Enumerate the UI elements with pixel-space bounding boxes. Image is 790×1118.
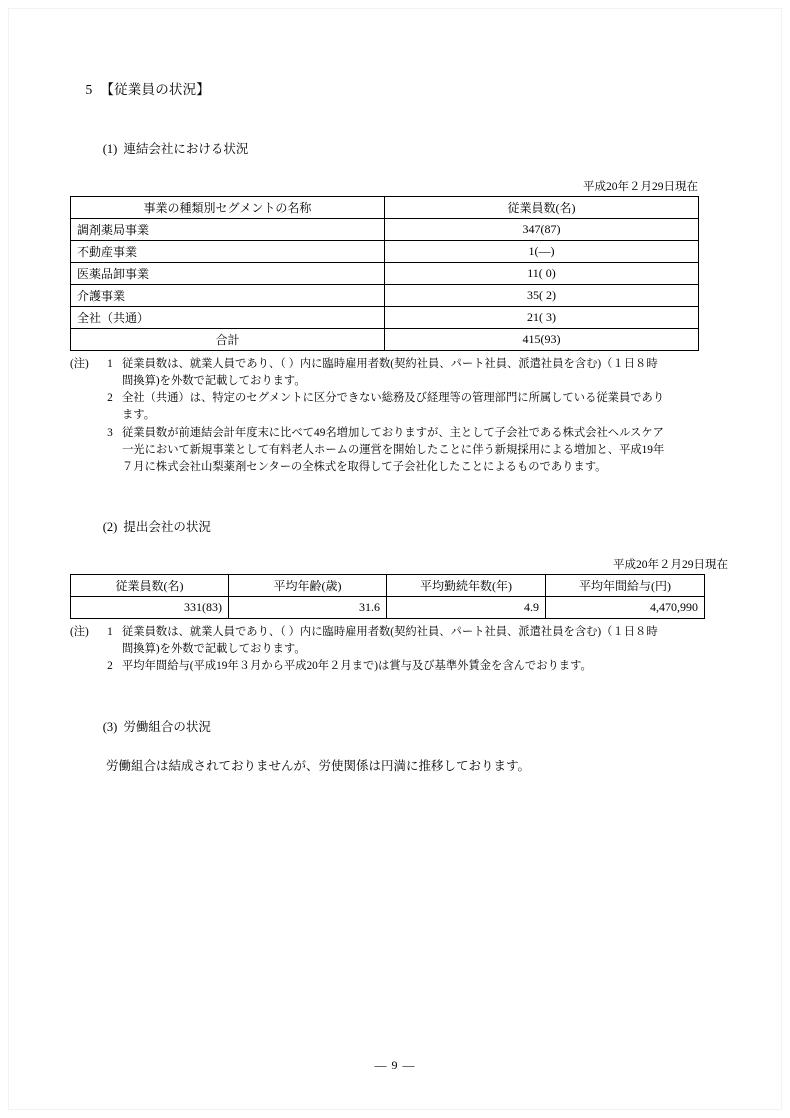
spacer [62, 676, 728, 702]
table-row [71, 285, 699, 307]
section-title: 【従業員の状況】 [100, 82, 211, 97]
note-number: 1 [107, 358, 113, 370]
employees-value: 331(83) [71, 597, 229, 619]
note-item [62, 390, 728, 424]
table-1-notes [62, 356, 728, 476]
section-number: 5 [85, 82, 93, 97]
table-1-header-count: 従業員数(名) [385, 197, 699, 219]
avg-service-value: 4.9 [387, 597, 546, 619]
table-2-header-employees: 従業員数(名) [71, 575, 229, 597]
subsection-2-label: (2) [102, 520, 118, 535]
note-line: 従業員数は、就業人員であり、（ ）内に臨時雇用者数(契約社員、パート社員、派遣社員を含む)（１日８時 [122, 358, 658, 370]
table-total-row [71, 329, 699, 351]
note-line: ７月に株式会社山梨薬剤センターの全株式を取得して子会社化したことによるものであります。 [122, 460, 607, 473]
segment-count: 35( 2) [385, 285, 699, 307]
segment-count: 21( 3) [385, 307, 699, 329]
subsection-2-heading [84, 502, 728, 550]
note-line: 一光において新規事業として有料老人ホームの運営を開始したことに伴う新規採用による増加と、平成19年 [122, 443, 665, 456]
table-row [71, 263, 699, 285]
subsection-1-label: (1) [102, 142, 118, 156]
note-text [122, 356, 728, 390]
note-number: 2 [107, 392, 113, 405]
segment-count: 1(―) [385, 241, 699, 263]
note-line: 従業員数が前連結会計年度末に比べて49名増加しておりますが、主として子会社である株式会社ヘルスケア [122, 426, 664, 439]
segment-name: 全社（共通） [71, 307, 385, 329]
segment-name: 介護事業 [71, 285, 385, 307]
notes-tag: (注) [70, 358, 89, 370]
note-line: 平均年間給与(平成19年３月から平成20年２月まで)は賞与及び基準外賃金を含んでおります。 [122, 660, 592, 673]
table-header-row [71, 575, 705, 597]
table-1-as-of-date: 平成20年２月29日現在 [583, 181, 698, 193]
note-text [122, 425, 728, 476]
subsection-3-label: (3) [102, 719, 118, 734]
table-2-header-avg-salary: 平均年間給与(円) [546, 575, 705, 597]
spacer [62, 476, 728, 502]
note-line: 間換算)を外数で記載しております。 [122, 375, 306, 388]
segment-name: 調剤薬局事業 [71, 219, 385, 241]
table-2-header-avg-age: 平均年齢(歳) [229, 575, 387, 597]
note-item [62, 658, 728, 675]
table-2-as-of-date: 平成20年２月29日現在 [613, 559, 728, 572]
note-text [122, 624, 728, 658]
segment-count: 347(87) [385, 219, 699, 241]
page-number: ― 9 ― [374, 1058, 416, 1072]
note-number: 2 [107, 660, 113, 673]
note-line: 従業員数は、就業人員であり、（ ）内に臨時雇用者数(契約社員、パート社員、派遣社員を含む)（１日８時 [122, 626, 658, 639]
total-count: 415(93) [385, 329, 699, 351]
subsection-2-title: 提出会社の状況 [123, 520, 211, 535]
total-label: 合計 [71, 329, 385, 351]
segment-count: 11( 0) [385, 263, 699, 285]
note-item [62, 624, 728, 658]
table-header-row [71, 197, 699, 219]
table-row [71, 597, 705, 619]
note-text [122, 658, 728, 675]
note-line: ます。 [122, 409, 155, 422]
notes-tag: (注) [70, 626, 89, 639]
consolidated-employees-table [70, 196, 699, 351]
table-2-notes [62, 624, 728, 675]
note-item [62, 425, 728, 476]
subsection-3-body: 労働組合は結成されておりませんが、労使関係は円満に推移しております。 [106, 758, 531, 773]
table-row [71, 241, 699, 263]
note-number: 1 [107, 626, 113, 639]
subsection-3-heading [84, 702, 728, 750]
section-heading [64, 62, 728, 114]
document-content [62, 62, 728, 774]
note-line: 全社（共通）は、特定のセグメントに区分できない総務及び経理等の管理部門に所属している従業員であり [122, 392, 665, 405]
avg-salary-value: 4,470,990 [546, 597, 705, 619]
table-2-header-avg-service: 平均勤続年数(年) [387, 575, 546, 597]
note-number: 3 [107, 426, 113, 439]
note-item [62, 356, 728, 390]
table-1-header-segment: 事業の種類別セグメントの名称 [71, 197, 385, 219]
note-line: 間換算)を外数で記載しております。 [122, 643, 306, 656]
segment-name: 不動産事業 [71, 241, 385, 263]
table-row [71, 219, 699, 241]
table-row [71, 307, 699, 329]
avg-age-value: 31.6 [229, 597, 387, 619]
subsection-1-title: 連結会社における状況 [123, 142, 249, 156]
subsection-1-heading [84, 124, 728, 172]
segment-name: 医薬品卸事業 [71, 263, 385, 285]
subsection-3-title: 労働組合の状況 [123, 719, 211, 734]
note-text [122, 390, 728, 424]
submitting-company-employees-table [70, 574, 705, 619]
